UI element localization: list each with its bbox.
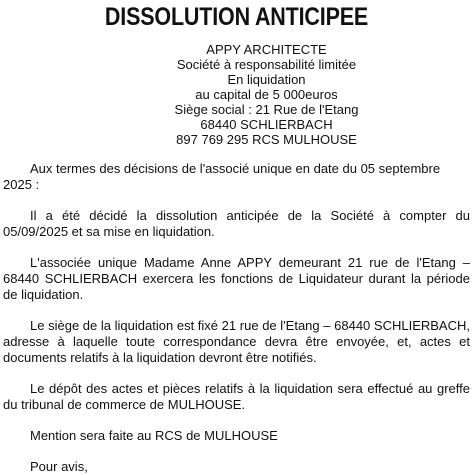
paragraph-dissolution: Il a été décidé la dissolution anticipée de la Société à compter du 05/09/2025 et sa mise en liquidation. (3, 208, 470, 239)
company-name: APPY ARCHITECTE (206, 42, 327, 57)
company-status: En liquidation (227, 72, 306, 87)
paragraph-decisions: Aux termes des décisions de l'associé unique en date du 05 septembre 2025 : (3, 161, 441, 192)
paragraph-rcs-mention: Mention sera faite au RCS de MULHOUSE (30, 428, 278, 443)
company-address: Siège social : 21 Rue de l'Etang (174, 102, 359, 117)
paragraph-filing: Le dépôt des actes et pièces relatifs à la liquidation sera effectué au greffe du tribunal de commerce de MULHOUSE. (3, 381, 470, 412)
company-city: 68440 SCHLIERBACH (200, 117, 333, 132)
company-legal-form: Société à responsabilité limitée (176, 57, 357, 72)
company-header (3, 42, 470, 147)
paragraph-liquidation-seat: Le siège de la liquidation est fixé 21 rue de l'Etang – 68440 SCHLIERBACH, adresse à laquelle toute correspondance devra être envoyée, et, actes et documents relatifs à la liquidation devront être notifiés. (3, 318, 470, 365)
paragraph-liquidator: L'associée unique Madame Anne APPY demeurant 21 rue de l'Etang – 68440 SCHLIERBACH exercera les fonctions de Liquidateur durant la période de liquidation. (3, 255, 470, 302)
paragraph-closing: Pour avis, (30, 459, 88, 474)
company-rcs: 897 769 295 RCS MULHOUSE (176, 132, 357, 147)
company-capital: au capital de 5 000euros (195, 87, 338, 102)
notice-body (3, 161, 470, 475)
notice-title: DISSOLUTION ANTICIPEE (104, 3, 369, 31)
